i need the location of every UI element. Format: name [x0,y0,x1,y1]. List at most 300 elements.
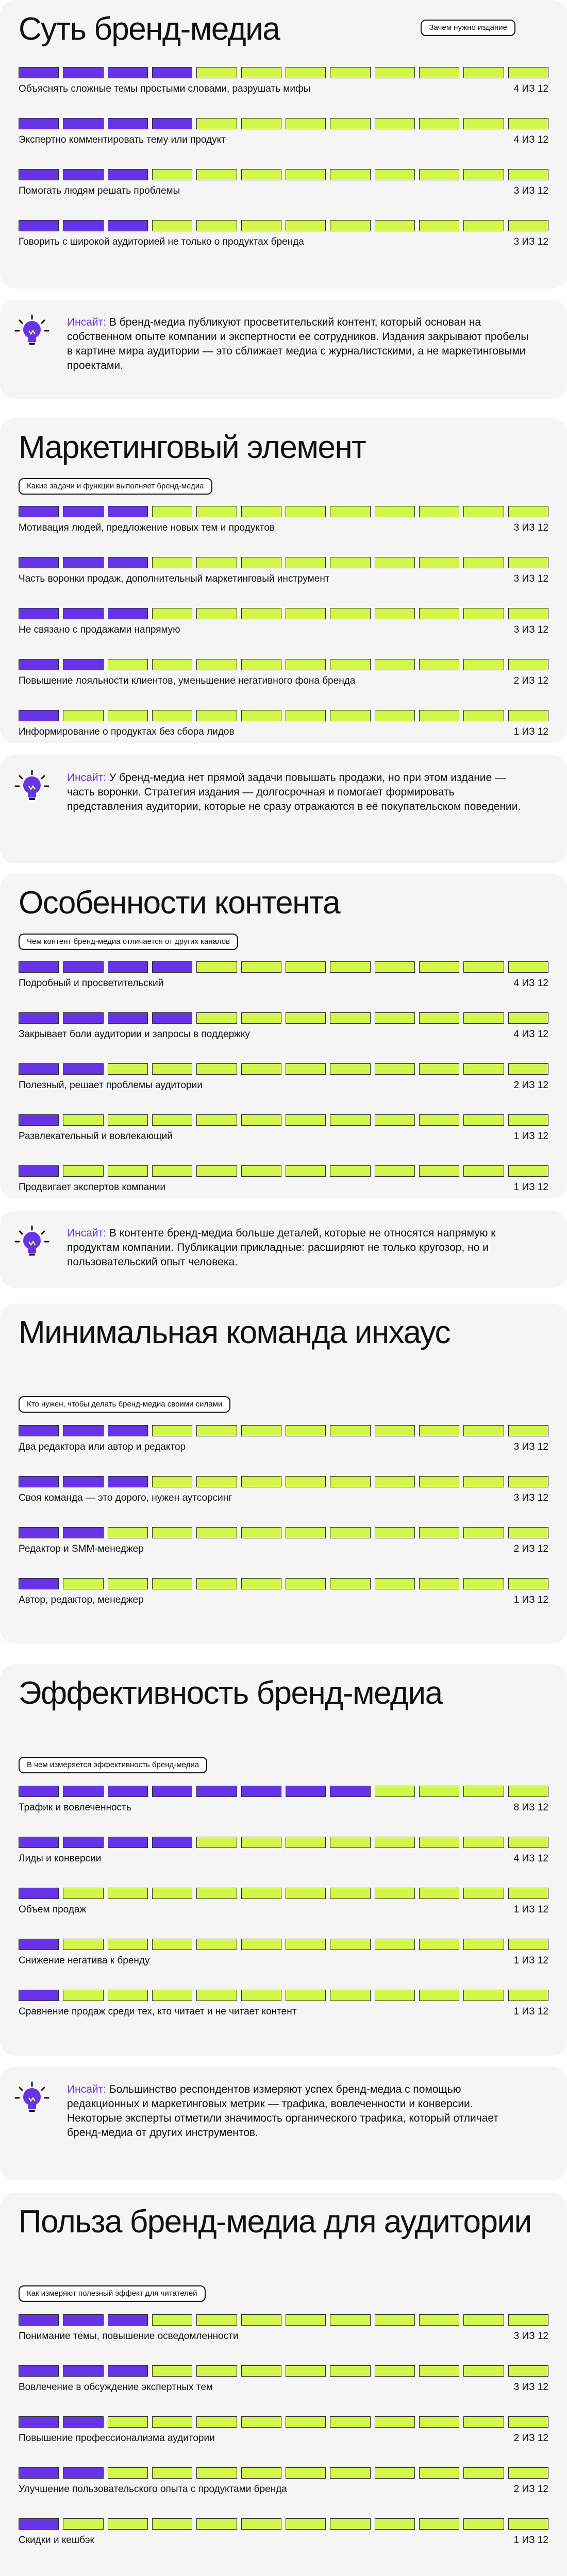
question-tag: Какие задачи и функции выполняет бренд-медиа [19,478,212,495]
bar-segment-empty [152,1476,192,1487]
bar-segment-empty [419,1837,459,1848]
score-bar [19,608,548,619]
bar-segment-empty [375,220,415,231]
section-title: Суть бренд-медиа [19,11,280,47]
bar-segment-empty [241,659,281,670]
question-tag: В чем измеряется эффективность бренд-медиа [19,1757,207,1773]
bar-segment-filled [63,659,103,670]
bar-segment-empty [463,1012,504,1024]
score-bar [19,67,548,78]
score-total: 12 [537,1544,548,1554]
bar-segment-empty [330,1578,370,1589]
bar-segment-empty [419,1888,459,1899]
result-row [19,1939,548,1970]
score-of-label: ИЗ [522,1080,535,1091]
insight-text [67,2082,531,2140]
result-row [19,118,548,149]
bar-segment-empty [330,220,370,231]
bar-segment-empty [241,557,281,568]
bar-segment-empty [463,67,504,78]
insight-body: В бренд-медиа публикуют просветительский контент, который основан на собственном опыте компании и экспертности ее сотрудников. Издания закрывают пробелы в картине мира аудитории — это сближает медиа с журналистскими, а не маркетинговыми проектами. [67,316,529,371]
bar-segment-empty [108,2416,148,2428]
bar-segment-empty [508,67,548,78]
bar-segment-empty [463,2518,504,2530]
score-bar [19,506,548,517]
bar-segment-filled [19,506,59,517]
bar-segment-empty [330,2416,370,2428]
result-row [19,1425,548,1456]
row-score [514,1079,548,1092]
bar-segment-empty [286,1527,326,1538]
result-row [19,220,548,251]
row-score [514,1904,548,1916]
score-value: 4 [513,978,520,989]
bar-segment-empty [286,118,326,129]
bar-segment-empty [463,1939,504,1950]
row-label: Редактор и SMM-менеджер [19,1544,144,1554]
bar-segment-empty [196,608,237,619]
bar-segment-empty [241,2518,281,2530]
bar-segment-empty [108,1063,148,1075]
row-score [514,2432,548,2445]
bar-segment-empty [463,220,504,231]
score-value: 3 [513,522,520,533]
bar-segment-empty [508,1165,548,1177]
bar-segment-filled [19,1786,59,1797]
bar-segment-empty [330,67,370,78]
bar-segment-empty [419,1939,459,1950]
bar-segment-empty [196,557,237,568]
bar-segment-filled [63,169,103,180]
bar-segment-empty [419,1114,459,1126]
score-total: 12 [537,573,548,584]
result-row [19,2314,548,2345]
bar-segment-empty [152,2467,192,2479]
bar-segment-filled [108,169,148,180]
bar-segment-empty [419,2416,459,2428]
row-label: Объяснять сложные темы простыми словами, разрушать мифы [19,83,311,94]
row-score [514,236,548,248]
score-of-label: ИЗ [522,134,535,145]
score-value: 4 [513,1029,520,1040]
bar-segment-empty [508,1476,548,1487]
bar-segment-empty [330,1476,370,1487]
result-row [19,659,548,690]
bar-segment-empty [508,961,548,973]
bar-segment-filled [63,2467,103,2479]
bar-segment-empty [508,2314,548,2326]
bar-segment-empty [63,1990,103,2001]
bar-segment-empty [241,1425,281,1436]
bar-segment-empty [330,1425,370,1436]
row-score [514,1028,548,1041]
row-label: Снижение негатива к бренду [19,1955,150,1966]
bar-segment-filled [19,1990,59,2001]
bar-segment-empty [330,2467,370,2479]
bar-segment-empty [152,1063,192,1075]
score-of-label: ИЗ [522,1904,535,1915]
bar-segment-empty [63,2518,103,2530]
row-score [514,2534,548,2547]
bar-segment-empty [375,1114,415,1126]
bar-segment-empty [196,1888,237,1899]
score-bar [19,961,548,973]
score-value: 3 [513,1493,520,1503]
row-score [514,2381,548,2394]
bar-segment-empty [508,220,548,231]
result-row [19,1990,548,2021]
bar-segment-empty [330,961,370,973]
bar-segment-empty [375,1165,415,1177]
bar-segment-empty [463,1425,504,1436]
bar-segment-filled [19,710,59,721]
score-bar [19,1114,548,1126]
bar-segment-empty [419,1425,459,1436]
bar-segment-empty [419,608,459,619]
bar-segment-filled [152,67,192,78]
question-tag: Кто нужен, чтобы делать бренд-медиа своими силами [19,1396,230,1413]
bar-segment-empty [63,1114,103,1126]
bar-segment-empty [508,1425,548,1436]
result-row [19,1786,548,1817]
row-score [514,624,548,636]
bar-segment-filled [19,1578,59,1589]
bar-segment-empty [375,1527,415,1538]
score-of-label: ИЗ [522,1853,535,1864]
bar-segment-empty [419,1578,459,1589]
score-bar [19,1578,548,1589]
bar-segment-filled [152,1012,192,1024]
score-of-label: ИЗ [522,185,535,196]
insight-card-2 [0,755,567,863]
row-label: Экспертно комментировать тему или продукт [19,134,226,145]
bar-segment-empty [419,557,459,568]
bar-segment-empty [330,1888,370,1899]
score-total: 12 [537,1442,548,1452]
bar-segment-empty [286,67,326,78]
bar-segment-empty [286,2365,326,2377]
bar-segment-empty [375,961,415,973]
bar-segment-empty [375,2314,415,2326]
bar-segment-empty [152,608,192,619]
result-row [19,506,548,537]
bar-segment-empty [508,659,548,670]
bar-segment-filled [63,1837,103,1848]
score-of-label: ИЗ [522,1493,535,1503]
row-score [514,1955,548,1967]
score-total: 12 [537,624,548,635]
bar-segment-filled [63,1786,103,1797]
bar-segment-empty [286,1425,326,1436]
bar-segment-empty [419,220,459,231]
row-label: Своя команда — это дорого, нужен аутсорсинг [19,1493,232,1503]
bar-segment-empty [108,659,148,670]
bar-segment-empty [108,1578,148,1589]
bar-segment-filled [108,2365,148,2377]
score-total: 12 [537,1802,548,1813]
row-score [514,2483,548,2496]
score-value: 1 [513,726,520,737]
row-label: Вовлечение в обсуждение экспертных тем [19,2382,213,2393]
bar-segment-empty [241,1012,281,1024]
bar-segment-filled [19,961,59,973]
lightbulb-icon [13,313,51,350]
bar-segment-empty [508,608,548,619]
bar-segment-filled [108,608,148,619]
lightbulb-icon [13,2080,51,2117]
bar-segment-filled [19,169,59,180]
row-label: Лиды и конверсии [19,1853,102,1864]
bar-segment-empty [196,1990,237,2001]
bar-segment-empty [241,1578,281,1589]
bar-segment-empty [419,659,459,670]
bar-segment-empty [152,1578,192,1589]
score-total: 12 [537,2382,548,2393]
bar-segment-empty [63,710,103,721]
score-bar [19,1990,548,2001]
score-bar [19,1837,548,1848]
bar-segment-empty [463,1888,504,1899]
row-score [514,1130,548,1143]
bar-segment-empty [330,169,370,180]
score-of-label: ИЗ [522,1029,535,1040]
bar-segment-empty [508,506,548,517]
bar-segment-empty [463,1578,504,1589]
bar-segment-empty [330,2518,370,2530]
bar-segment-empty [419,1063,459,1075]
row-label: Продвигает экспертов компании [19,1182,166,1193]
score-of-label: ИЗ [522,83,535,94]
row-label: Повышение профессионализма аудитории [19,2433,215,2444]
row-score [514,2330,548,2343]
score-bar [19,1425,548,1436]
bar-segment-empty [508,1578,548,1589]
insight-card-1 [0,300,567,399]
bar-segment-empty [419,961,459,973]
lightbulb-icon [13,1224,51,1261]
bar-segment-filled [108,118,148,129]
score-value: 1 [513,2006,520,2017]
bar-segment-empty [508,557,548,568]
bar-segment-empty [286,961,326,973]
score-value: 2 [513,2433,520,2444]
bar-segment-empty [286,1165,326,1177]
bar-segment-empty [508,1990,548,2001]
bar-segment-empty [419,710,459,721]
bar-segment-empty [241,1888,281,1899]
score-total: 12 [537,134,548,145]
insight-body: У бренд-медиа нет прямой задачи повышать продажи, но при этом издание — часть воронки. Стратегия издания — долгосрочная и помогает формировать представления аудитории, которые не сразу отражаются в её покупательском поведении. [67,772,521,812]
result-row [19,1837,548,1868]
result-row [19,1888,548,1919]
insight-body: В контенте бренд-медиа больше деталей, которые не относятся напрямую к продуктам компании. Публикации прикладные: расширяют не только кругозор, но и пользовательский опыт человека. [67,1227,496,1268]
row-score [514,522,548,534]
score-bar [19,659,548,670]
result-row [19,2365,548,2396]
bar-segment-filled [19,2365,59,2377]
bar-segment-empty [508,1888,548,1899]
row-score [514,675,548,687]
bar-segment-empty [463,1837,504,1848]
bar-segment-empty [375,710,415,721]
score-total: 12 [537,1853,548,1864]
bar-segment-empty [196,2365,237,2377]
bar-segment-empty [196,1165,237,1177]
bar-segment-empty [463,1165,504,1177]
bar-segment-filled [19,2467,59,2479]
score-bar [19,1527,548,1538]
bar-segment-filled [19,1888,59,1899]
score-bar [19,1888,548,1899]
bar-segment-filled [152,1786,192,1797]
result-row [19,2467,548,2498]
bar-segment-empty [196,2416,237,2428]
bar-segment-empty [419,1476,459,1487]
bar-segment-empty [508,1063,548,1075]
bar-segment-empty [241,2365,281,2377]
bar-segment-empty [241,1939,281,1950]
score-bar [19,2365,548,2377]
bar-segment-empty [463,1786,504,1797]
score-of-label: ИЗ [522,624,535,635]
score-value: 1 [513,1904,520,1915]
bar-segment-empty [463,608,504,619]
bar-segment-empty [508,1837,548,1848]
score-of-label: ИЗ [522,2331,535,2342]
bar-segment-empty [196,1114,237,1126]
bar-segment-empty [330,710,370,721]
bar-segment-empty [330,659,370,670]
score-bar [19,1476,548,1487]
bar-segment-empty [152,1939,192,1950]
bar-segment-empty [463,2314,504,2326]
bar-segment-filled [19,1476,59,1487]
bar-segment-filled [63,220,103,231]
result-row [19,710,548,741]
row-label: Закрывает боли аудитории и запросы в поддержку [19,1029,250,1040]
question-tag: Чем контент бренд-медиа отличается от других каналов [19,934,238,950]
score-value: 1 [513,1131,520,1142]
bar-segment-empty [375,1888,415,1899]
bar-segment-empty [375,1837,415,1848]
result-row [19,1165,548,1196]
score-total: 12 [537,726,548,737]
bar-segment-filled [63,67,103,78]
section-title: Польза бренд-медиа для аудитории [19,2204,531,2240]
bar-segment-empty [286,1939,326,1950]
score-of-label: ИЗ [522,726,535,737]
bar-segment-filled [108,1786,148,1797]
bar-segment-filled [286,1786,326,1797]
row-label: Понимание темы, повышение осведомленности [19,2331,239,2342]
bar-segment-empty [330,2365,370,2377]
bar-segment-empty [108,2518,148,2530]
score-of-label: ИЗ [522,573,535,584]
bar-segment-empty [419,1990,459,2001]
bar-segment-empty [508,169,548,180]
result-row [19,557,548,588]
bar-segment-empty [196,118,237,129]
bar-segment-empty [419,2467,459,2479]
score-of-label: ИЗ [522,1955,535,1966]
score-total: 12 [537,83,548,94]
bar-segment-empty [152,1165,192,1177]
result-row [19,1476,548,1507]
insight-body: Большинство респондентов измеряют успех бренд-медиа с помощью редакционных и маркетинговых метрик — трафика, вовлеченности и конверсии. Некоторые эксперты отметили значимость органического трафика, который отличает бренд-медиа от других инструментов. [67,2083,498,2139]
bar-segment-empty [152,1527,192,1538]
row-score [514,185,548,197]
score-value: 3 [513,624,520,635]
bar-segment-empty [108,1888,148,1899]
bar-segment-filled [19,2314,59,2326]
bar-segment-empty [463,1527,504,1538]
bar-segment-empty [196,67,237,78]
score-value: 2 [513,1080,520,1091]
bar-segment-empty [152,220,192,231]
row-score [514,1543,548,1555]
bar-segment-empty [241,2314,281,2326]
section-title: Минимальная команда инхаус [19,1315,451,1350]
bar-segment-empty [286,1063,326,1075]
bar-segment-filled [63,608,103,619]
bar-segment-empty [286,1837,326,1848]
bar-segment-empty [508,2365,548,2377]
score-value: 4 [513,83,520,94]
score-bar [19,2518,548,2530]
bar-segment-empty [463,1114,504,1126]
bar-segment-empty [286,1114,326,1126]
score-value: 4 [513,134,520,145]
bar-segment-empty [152,2314,192,2326]
bar-segment-empty [375,1012,415,1024]
row-label: Объем продаж [19,1904,87,1915]
bar-segment-empty [330,1012,370,1024]
score-total: 12 [537,185,548,196]
bar-segment-empty [508,1939,548,1950]
bar-segment-empty [63,1578,103,1589]
row-label: Трафик и вовлеченность [19,1802,131,1813]
bar-segment-filled [19,1012,59,1024]
bar-segment-empty [375,1939,415,1950]
score-of-label: ИЗ [522,675,535,686]
score-bar [19,220,548,231]
bar-segment-empty [108,1527,148,1538]
score-total: 12 [537,2535,548,2546]
score-total: 12 [537,2331,548,2342]
score-total: 12 [537,2433,548,2444]
bar-segment-empty [286,1012,326,1024]
bar-segment-empty [63,1939,103,1950]
score-bar [19,1165,548,1177]
bar-segment-empty [286,2314,326,2326]
bar-segment-filled [108,2314,148,2326]
bar-segment-empty [241,961,281,973]
score-of-label: ИЗ [522,2433,535,2444]
bar-segment-empty [152,1114,192,1126]
bar-segment-empty [108,1990,148,2001]
score-total: 12 [537,522,548,533]
bar-segment-empty [196,961,237,973]
row-label: Подробный и просветительский [19,978,164,989]
score-bar [19,557,548,568]
bar-segment-filled [63,2314,103,2326]
section-title: Особенности контента [19,885,340,921]
result-row [19,1114,548,1145]
row-label: Развлекательный и вовлекающий [19,1131,173,1142]
bar-segment-empty [375,1578,415,1589]
bar-segment-empty [241,1165,281,1177]
bar-segment-empty [286,506,326,517]
